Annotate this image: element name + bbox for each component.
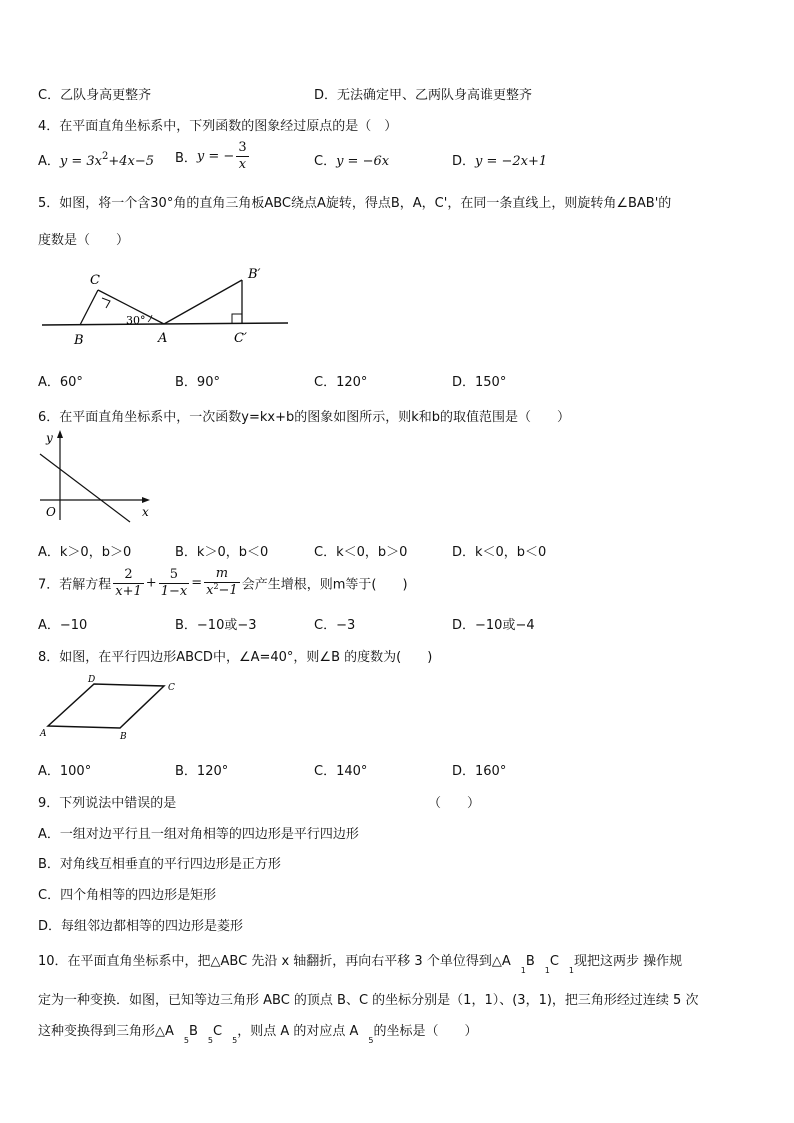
q8-parallelogram: [48, 684, 164, 728]
q7-f1-den: x+1: [115, 583, 142, 599]
q5-stem-line1: 5．如图，将一个含30°角的直角三角板ABC绕点A旋转，得点B，A，C'，在同一条直线上，则旋转角∠BAB'的: [38, 196, 672, 211]
q7-f3-num: m: [204, 566, 240, 583]
q5-right-angle-c: [102, 298, 110, 308]
q10-line1-pre: 10．在平面直角坐标系中，把△ABC 先沿 x 轴翻折，再向右平移 3 个单位得到△A: [38, 954, 511, 969]
q4-d-expr: y = −2x+1: [475, 154, 548, 169]
q10-line1: [38, 950, 683, 975]
q10-b5: B: [189, 1024, 198, 1039]
q5-option-a: A．60°: [38, 375, 83, 390]
q4-stem: 4．在平面直角坐标系中，下列函数的图象经过原点的是（ ）: [38, 119, 398, 134]
q6-option-b: B．k＞0，b＜0: [175, 545, 269, 560]
q6-stem: 6．在平面直角坐标系中，一次函数y=kx+b的图象如图所示，则k和b的取值范围是（ ）: [38, 410, 571, 425]
q6-label-y: y: [46, 431, 53, 445]
q4-b-label: B．: [175, 151, 197, 166]
q3-option-c: C．乙队身高更整齐: [38, 88, 152, 103]
q9-stem: 9．下列说法中错误的是: [38, 796, 177, 811]
q6-option-c: C．k＜0，b＞0: [314, 545, 408, 560]
q10-line3: [38, 1020, 478, 1045]
q8-label-b: B: [120, 732, 127, 742]
q5-option-b: B．90°: [175, 375, 220, 390]
q5-option-c: C．120°: [314, 375, 368, 390]
q10-sub-c1: 1: [568, 966, 574, 975]
q8-stem: 8．如图，在平行四边形ABCD中，∠A=40°，则∠B 的度数为( ): [38, 650, 433, 665]
q10-line3-post: 的坐标是（ ）: [373, 1024, 478, 1039]
q4-a-label: A．: [38, 154, 60, 169]
q6-label-x: x: [142, 505, 149, 519]
q7-fraction-2: [159, 567, 190, 600]
q10-line1-post: 现把这两步 操作规: [574, 954, 683, 969]
q7-f2-den: 1−x: [160, 583, 188, 599]
q7-plus: +: [145, 575, 157, 591]
q6-label-o: O: [46, 505, 56, 519]
q7-stem: [38, 566, 408, 600]
q4-a-expr-post: +4x−5: [108, 154, 155, 169]
q3-option-d: D．无法确定甲、乙两队身高谁更整齐: [314, 88, 533, 103]
q9-paren: （ ）: [428, 796, 481, 811]
q4-a-expr-pre: y = 3x: [59, 154, 103, 169]
q4-a-expr-sup: 2: [102, 151, 109, 162]
q5-figure: [38, 262, 293, 350]
q8-option-b: B．120°: [175, 764, 229, 779]
q5-label-c-prime: C′: [234, 331, 247, 346]
q5-side-ab-prime: [164, 280, 242, 324]
q10-line2: 定为一种变换．如图，已知等边三角形 ABC 的顶点 B、C 的坐标分别是（1，1）、(3，1)，把三角形经过连续 5 次: [38, 993, 699, 1008]
q10-sub-c5: 5: [232, 1036, 238, 1045]
q5-option-d: D．150°: [452, 375, 507, 390]
q10-c5: C: [213, 1024, 223, 1039]
q7-f1-num: 2: [113, 567, 144, 584]
q7-option-b: B．−10或−3: [175, 618, 257, 633]
q6-option-a: A．k＞0，b＞0: [38, 545, 132, 560]
q4-d-label: D．: [452, 154, 476, 169]
q4-option-d: [452, 150, 547, 169]
q6-x-arrow-icon: [142, 497, 150, 503]
q8-figure: [38, 672, 188, 744]
q4-b-expr: y = −: [196, 149, 235, 164]
q4-b-den: x: [238, 157, 247, 172]
q10-c1: C: [549, 954, 559, 969]
q7-f3-den-sup: 2: [213, 582, 219, 591]
q4-c-label: C．: [314, 154, 337, 169]
q8-label-c: C: [168, 683, 175, 693]
q9-option-d: D．每组邻边都相等的四边形是菱形: [38, 919, 244, 934]
q8-label-d: D: [88, 675, 96, 685]
q10-sub-b5: 5: [207, 1036, 214, 1045]
q7-fraction-3: [204, 566, 240, 600]
q8-option-a: A．100°: [38, 764, 92, 779]
q7-option-c: C．−3: [314, 618, 356, 633]
q7-f3-den-post: −1: [218, 583, 238, 598]
q4-c-expr: y = −6x: [336, 154, 390, 169]
q7-fraction-1: [113, 567, 144, 600]
q6-figure: [38, 428, 158, 523]
q5-label-c: C: [90, 273, 100, 288]
q7-f2-num: 5: [159, 567, 190, 584]
q5-stem-line2: 度数是（ ）: [38, 233, 130, 248]
q5-side-bc: [80, 290, 98, 325]
q6-option-d: D．k＜0，b＜0: [452, 545, 547, 560]
q6-y-arrow-icon: [57, 430, 63, 438]
q10-sub-a5-answer: 5: [368, 1036, 374, 1045]
q10-line3-mid: ，则点 A 的对应点 A: [237, 1024, 359, 1039]
q4-option-c: [314, 150, 389, 169]
q4-a-expr: [59, 151, 155, 169]
q7-option-a: A．−10: [38, 618, 88, 633]
q7-stem-post: 会产生增根，则m等于( ): [241, 577, 408, 593]
q7-f3-den-pre: x: [206, 583, 214, 598]
q10-sub-a5: 5: [183, 1036, 189, 1045]
q8-option-c: C．140°: [314, 764, 368, 779]
q10-line3-pre: 这种变换得到三角形△A: [38, 1024, 174, 1039]
q5-right-angle-c-prime: [232, 314, 242, 324]
q5-label-a: A: [158, 331, 168, 346]
q9-option-b: B．对角线互相垂直的平行四边形是正方形: [38, 857, 281, 872]
q10-sub-b1: 1: [544, 966, 550, 975]
q10-b1: B: [525, 954, 535, 969]
q4-b-num: 3: [238, 140, 247, 155]
q7-option-d: D．−10或−4: [452, 618, 535, 633]
q4-option-a: [38, 150, 154, 169]
q7-f3-den: [204, 583, 240, 600]
q4-b-fraction: [236, 140, 248, 173]
q7-stem-pre: 7．若解方程: [38, 577, 112, 593]
q5-label-b-prime: B′: [248, 267, 261, 282]
q5-label-angle: 30°: [126, 314, 146, 327]
q5-label-b: B: [74, 333, 84, 348]
q9-option-a: A．一组对边平行且一组对角相等的四边形是平行四边形: [38, 827, 359, 842]
q8-label-a: A: [40, 729, 47, 739]
q4-option-b: [175, 140, 251, 173]
q9-option-c: C．四个角相等的四边形是矩形: [38, 888, 217, 903]
q10-sub-a1: 1: [520, 966, 526, 975]
q7-equals: =: [191, 575, 203, 591]
q8-option-d: D．160°: [452, 764, 507, 779]
